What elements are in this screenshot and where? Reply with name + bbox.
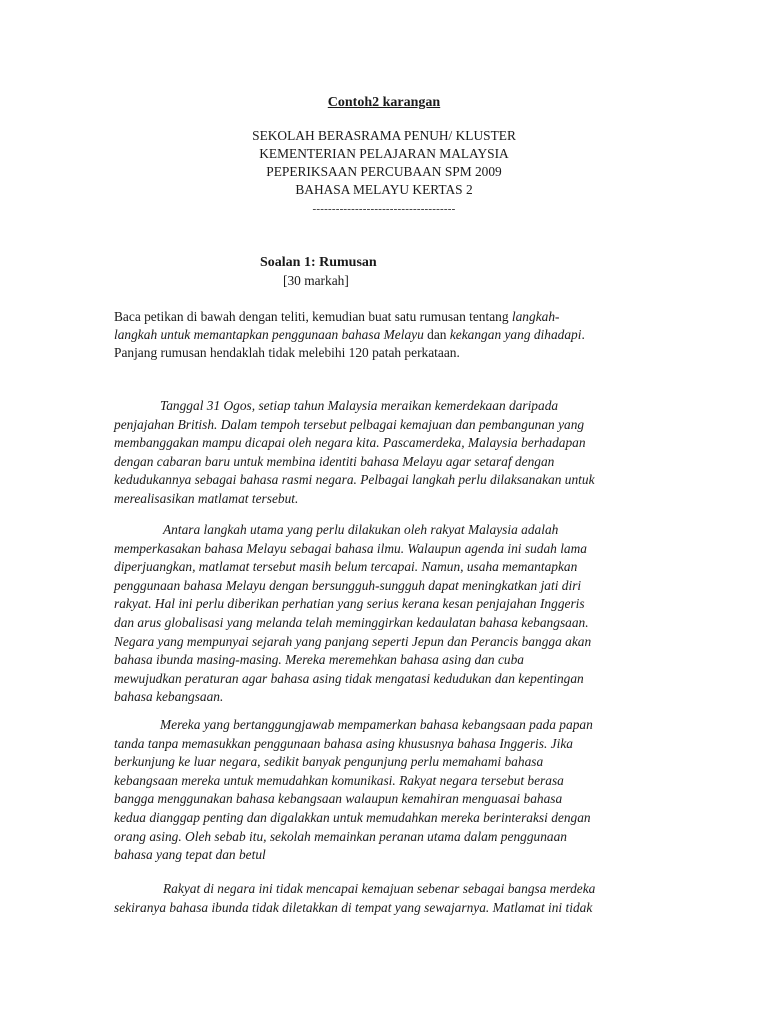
header-line-paper: BAHASA MELAYU KERTAS 2: [295, 182, 473, 197]
paragraph-line: tanda tanpa memasukkan penggunaan bahasa asing khususnya bahasa Inggeris. Jika: [114, 735, 573, 751]
header-line-exam: PEPERIKSAAN PERCUBAAN SPM 2009: [266, 164, 502, 179]
instructions-emphasis: langkah-: [511, 309, 560, 324]
header-line-ministry: KEMENTERIAN PELAJARAN MALAYSIA: [259, 146, 509, 161]
instructions: [114, 308, 674, 362]
paragraph-line: [114, 716, 674, 735]
paragraph-line: mewujudkan peraturan agar bahasa asing tidak mengatasi kedudukan dan kepentingan: [114, 670, 584, 686]
passage-paragraph-4: [114, 880, 674, 917]
paragraph-line: kedudukannya sebagai bahasa rasmi negara. Pelbagai langkah perlu dilaksanakan untuk: [114, 472, 595, 488]
instructions-emphasis: langkah untuk memantapkan penggunaan bahasa Melayu: [114, 327, 424, 342]
paragraph-line-text: Mereka yang bertanggungjawab mempamerkan bahasa kebangsaan pada papan: [160, 717, 593, 732]
header-divider: -------------------------------------: [312, 203, 456, 215]
instructions-text: dan: [423, 327, 450, 342]
paragraph-line-text: Antara langkah utama yang perlu dilakukan oleh rakyat Malaysia adalah: [163, 522, 559, 537]
document-title: Contoh2 karangan: [327, 95, 441, 110]
paragraph-line: penggunaan bahasa Melayu dengan bersungguh-sungguh dapat meningkatkan jati diri: [114, 577, 582, 593]
paragraph-line: kebangsaan mereka untuk memudahkan komunikasi. Rakyat negara tersebut berasa: [114, 772, 564, 788]
paragraph-line: sekiranya bahasa ibunda tidak diletakkan di tempat yang sewajarnya. Matlamat ini tidak: [114, 899, 593, 915]
passage-paragraph-3: [114, 716, 674, 865]
instructions-text: Baca petikan di bawah dengan teliti, kemudian buat satu rumusan tentang: [114, 309, 512, 324]
passage-paragraph-2: [114, 521, 674, 707]
paragraph-line: orang asing. Oleh sebab itu, sekolah memainkan peranan utama dalam penggunaan: [114, 828, 568, 844]
paragraph-line: bahasa yang tepat dan betul: [114, 847, 266, 863]
paragraph-line-text: Tanggal 31 Ogos, setiap tahun Malaysia meraikan kemerdekaan daripada: [160, 398, 559, 413]
paragraph-line: diperjuangkan, matlamat tersebut masih belum tercapai. Namun, usaha memantapkan: [114, 559, 578, 575]
paragraph-line: bahasa kebangsaan.: [114, 689, 224, 705]
header-line-school: SEKOLAH BERASRAMA PENUH/ KLUSTER: [252, 128, 516, 143]
paragraph-line-text: Rakyat di negara ini tidak mencapai kemajuan sebenar sebagai bangsa merdeka: [163, 881, 596, 896]
paragraph-line: kedua dianggap penting dan digalakkan untuk memudahkan mereka berinteraksi dengan: [114, 809, 591, 825]
paragraph-line: [114, 521, 674, 540]
paragraph-line: dengan cabaran baru untuk membina identiti bahasa Melayu agar setaraf dengan: [114, 453, 555, 469]
instructions-line: [114, 326, 674, 344]
instructions-line: [114, 308, 674, 326]
paragraph-line: rakyat. Hal ini perlu diberikan perhatian yang serius kerana kesan penjajahan Inggeris: [114, 596, 585, 612]
paragraph-line: memperkasakan bahasa Melayu sebagai bahasa ilmu. Walaupun agenda ini sudah lama: [114, 540, 587, 556]
paragraph-line: bangga menggunakan bahasa kebangsaan walaupun kemahiran menguasai bahasa: [114, 791, 563, 807]
question-marks: [30 markah]: [283, 273, 349, 288]
paragraph-line: Negara yang mempunyai sejarah yang panjang seperti Jepun dan Perancis bangga akan: [114, 633, 592, 649]
paragraph-line: berkunjung ke luar negara, sedikit banyak pengunjung perlu memahami bahasa: [114, 754, 544, 770]
paragraph-line: bahasa ibunda masing-masing. Mereka meremehkan bahasa asing dan cuba: [114, 652, 524, 668]
instructions-line: Panjang rumusan hendaklah tidak melebihi 120 patah perkataan.: [114, 345, 460, 360]
paragraph-line: membanggakan mampu dicapai oleh negara kita. Pascamerdeka, Malaysia berhadapan: [114, 435, 586, 451]
paragraph-line: [114, 397, 674, 416]
paragraph-line: dan arus globalisasi yang melanda telah meminggirkan kedaulatan bahasa kebangsaan.: [114, 614, 589, 630]
paragraph-line: penjajahan British. Dalam tempoh tersebut pelbagai kemajuan dan pembangunan yang: [114, 416, 585, 432]
instructions-emphasis: kekangan yang dihadapi: [449, 327, 582, 342]
paragraph-line: merealisasikan matlamat tersebut.: [114, 490, 299, 506]
instructions-text: .: [581, 327, 585, 342]
question-heading: Soalan 1: Rumusan: [260, 255, 377, 270]
passage-paragraph-1: [114, 397, 674, 509]
paragraph-line: [114, 880, 674, 899]
